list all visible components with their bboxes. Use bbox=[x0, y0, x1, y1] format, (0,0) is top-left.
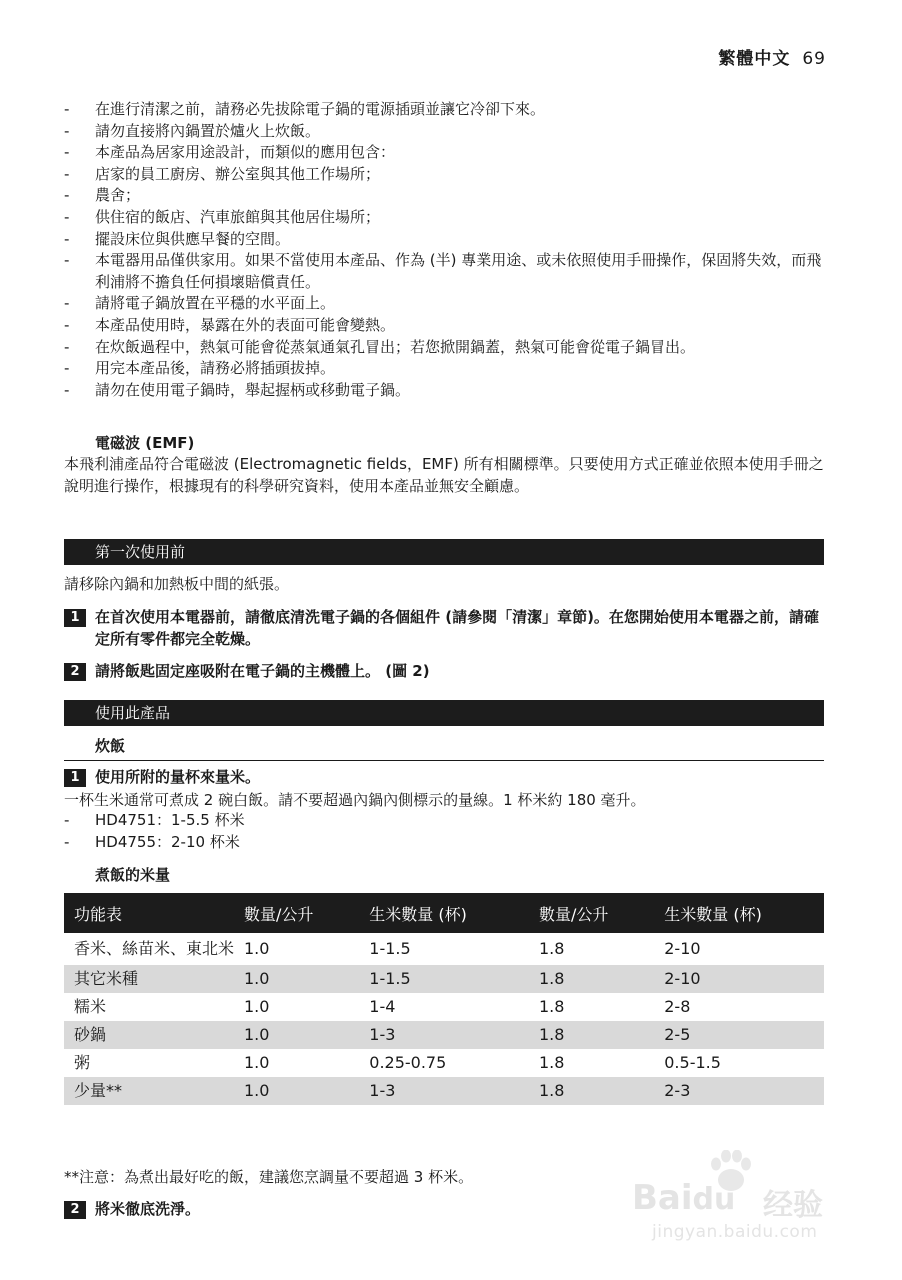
list-item: - 本產品為居家用途設計，而類似的應用包含： bbox=[64, 143, 396, 162]
rice-quantity-table bbox=[64, 893, 824, 1105]
step-number-badge: 2 bbox=[64, 663, 86, 681]
list-item: - HD4751：1-5.5 杯米 bbox=[64, 811, 245, 829]
column-header: 生米數量 (杯) bbox=[654, 893, 824, 933]
page-header bbox=[718, 44, 826, 69]
step-number-badge: 1 bbox=[64, 609, 86, 627]
table-row: 香米、絲苗米、東北米 1.0 1-1.5 1.8 2-10 bbox=[74, 939, 701, 958]
list-item: - 用完本產品後，請務必將插頭拔掉。 bbox=[64, 359, 336, 378]
watermark-url: jingyan.baidu.com bbox=[652, 1222, 818, 1242]
column-header: 生米數量 (杯) bbox=[359, 893, 529, 933]
step-1-measure-rice bbox=[64, 767, 824, 789]
list-item: - 本產品使用時，暴露在外的表面可能會變熱。 bbox=[64, 315, 396, 334]
step-2-first-use bbox=[64, 661, 824, 683]
list-item: - 供住宿的飯店、汽車旅館與其他居住場所； bbox=[64, 207, 381, 226]
column-header: 功能表 bbox=[64, 893, 234, 933]
emf-paragraph: 本飛利浦產品符合電磁波 (Electromagnetic fields，EMF) 所有相關標準。只要使用方式正確並依照本使用手冊之說明進行操作，根據現有的科學研究資料，使用本產品並無安全顧慮。 bbox=[64, 455, 824, 495]
list-item: - 農舍； bbox=[64, 186, 141, 205]
list-item: - 請將電子鍋放置在平穩的水平面上。 bbox=[64, 294, 336, 313]
table-header-row bbox=[64, 893, 824, 933]
first-use-intro: 請移除內鍋和加熱板中間的紙張。 bbox=[64, 575, 290, 593]
list-item: - 在炊飯過程中，熱氣可能會從蒸氣通氣孔冒出；若您掀開鍋蓋，熱氣可能會從電子鍋冒出。 bbox=[64, 337, 696, 356]
list-item: - 本電器用品僅供家用。如果不當使用本產品、作為 (半) 專業用途、或未依照使用手冊操作，保固將失效，而飛利浦將不擔負任何損壞賠償責任。 bbox=[64, 251, 822, 291]
emf-heading: 電磁波 (EMF) bbox=[95, 434, 195, 452]
column-header: 數量/公升 bbox=[234, 893, 359, 933]
column-header: 數量/公升 bbox=[529, 893, 654, 933]
table-row: 粥 1.0 0.25-0.75 1.8 0.5-1.5 bbox=[74, 1053, 721, 1072]
step-number-badge: 2 bbox=[64, 1201, 86, 1219]
model-list bbox=[64, 810, 824, 853]
watermark-brand: Baidu bbox=[632, 1178, 736, 1218]
subheading-cooking-rice: 炊飯 bbox=[64, 735, 824, 761]
section-heading-using-product: 使用此產品 bbox=[64, 700, 824, 726]
list-item: - 店家的員工廚房、辦公室與其他工作場所； bbox=[64, 164, 381, 183]
table-row: 其它米種 1.0 1-1.5 1.8 2-10 bbox=[64, 965, 824, 993]
step-text: 使用所附的量杯來量米。 bbox=[95, 768, 261, 786]
step-1-first-use bbox=[64, 607, 824, 650]
table-row: 砂鍋 1.0 1-3 1.8 2-5 bbox=[64, 1021, 824, 1049]
list-item: - 請勿在使用電子鍋時，舉起握柄或移動電子鍋。 bbox=[64, 380, 411, 399]
list-item: - HD4755：2-10 杯米 bbox=[64, 832, 240, 851]
section-heading-first-use: 第一次使用前 bbox=[64, 539, 824, 565]
baidu-jingyan-watermark bbox=[628, 1150, 848, 1250]
step-number-badge: 1 bbox=[64, 769, 86, 787]
table-row: 糯米 1.0 1-4 1.8 2-8 bbox=[74, 997, 691, 1016]
table-row: 少量** 1.0 1-3 1.8 2-3 bbox=[64, 1077, 824, 1105]
language-label: 繁體中文 bbox=[718, 49, 791, 69]
list-item: - 請勿直接將內鍋置於爐火上炊飯。 bbox=[64, 121, 321, 140]
table-heading: 煮飯的米量 bbox=[95, 866, 171, 884]
list-item: - 在進行清潔之前，請務必先拔除電子鍋的電源插頭並讓它冷卻下來。 bbox=[64, 100, 546, 118]
step-text: 將米徹底洗淨。 bbox=[95, 1200, 201, 1218]
list-item: - 擺設床位與供應早餐的空間。 bbox=[64, 229, 291, 248]
step-text: 請將飯匙固定座吸附在電子鍋的主機體上。 (圖 2) bbox=[95, 662, 430, 680]
step-text: 在首次使用本電器前，請徹底清洗電子鍋的各個組件 (請參閱「清潔」章節)。在您開始使用本電器之前，請確定所有零件都完全乾燥。 bbox=[95, 608, 819, 648]
watermark-cn: 经验 bbox=[763, 1188, 823, 1223]
table-footnote: **注意：為煮出最好吃的飯，建議您烹調量不要超過 3 杯米。 bbox=[64, 1168, 474, 1186]
page-number: 69 bbox=[802, 49, 826, 69]
measure-note: 一杯生米通常可煮成 2 碗白飯。請不要超過內鍋內側標示的量線。1 杯米約 180 毫升。 bbox=[64, 791, 646, 809]
safety-bullet-list bbox=[64, 99, 824, 401]
